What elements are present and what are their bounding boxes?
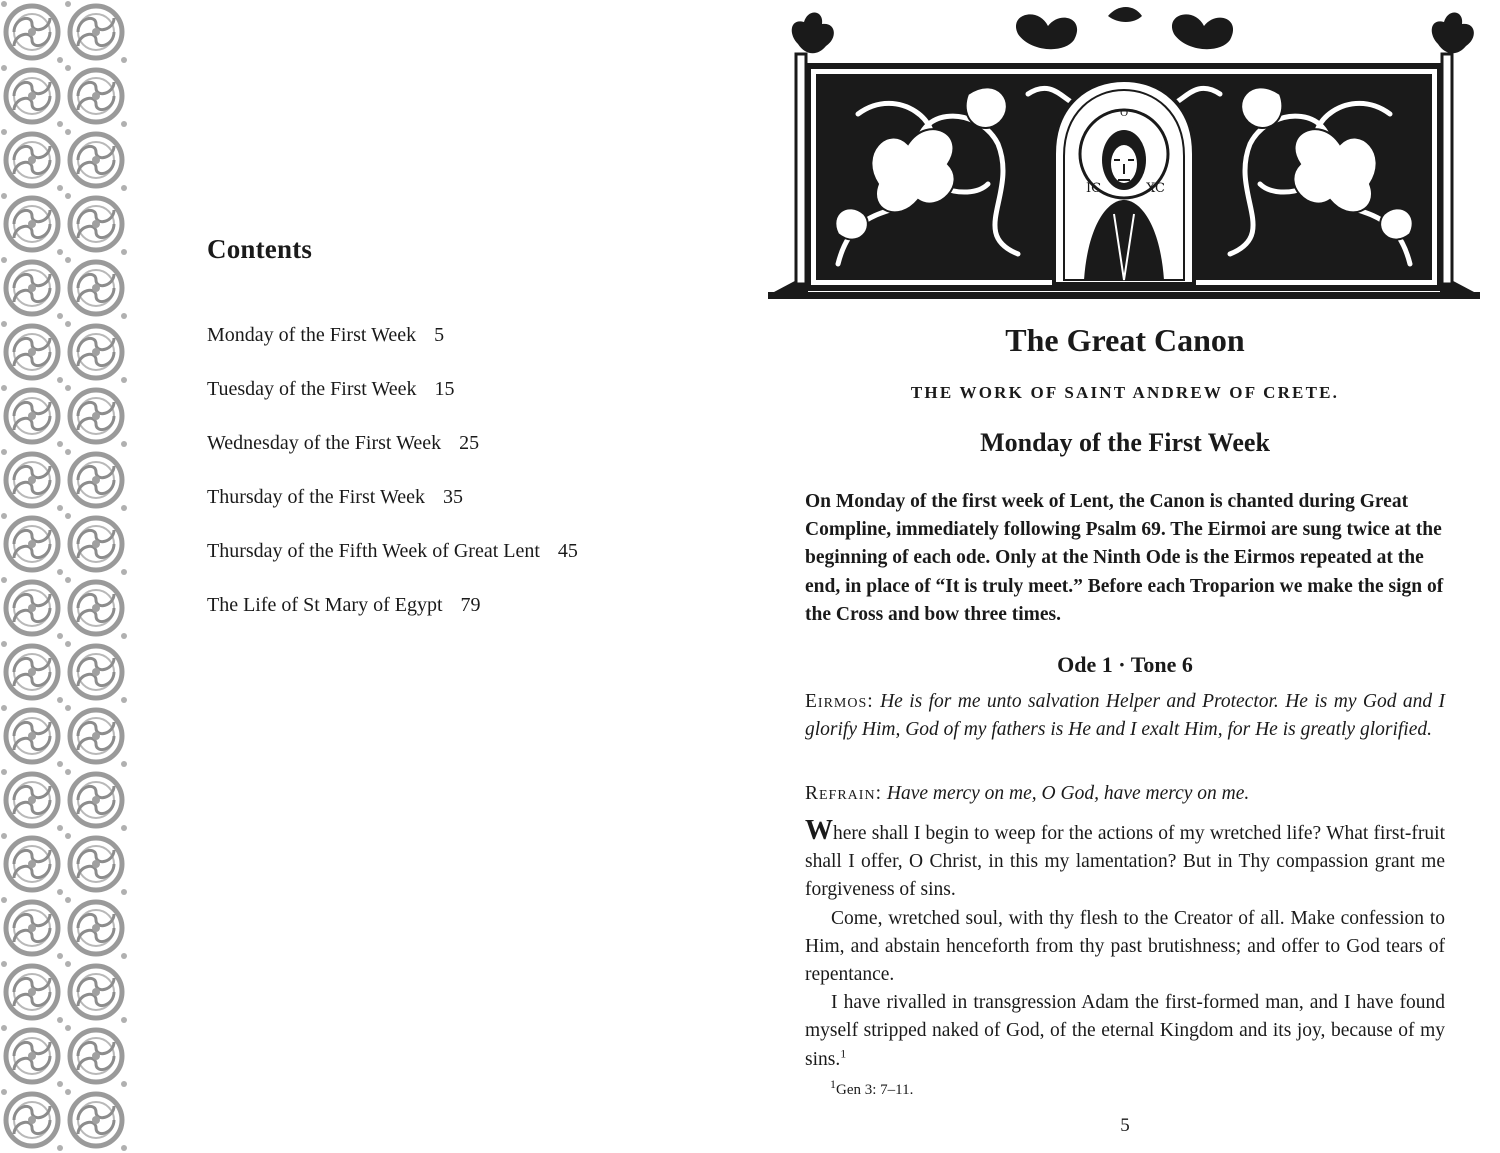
troparia-text bbox=[805, 815, 1445, 1074]
toc-entry-page: 5 bbox=[434, 324, 445, 346]
toc-entry-page: 25 bbox=[459, 432, 480, 454]
medallion-inscription-right: XC bbox=[1146, 181, 1165, 196]
toc-entry-title: Thursday of the Fifth Week of Great Lent bbox=[207, 540, 540, 562]
contents-heading: Contents bbox=[207, 234, 313, 264]
section-title: Monday of the First Week bbox=[980, 428, 1270, 457]
toc-entry-page: 35 bbox=[442, 486, 463, 508]
refrain-text: Have mercy on me, O God, have mercy on me. bbox=[886, 783, 1250, 804]
table-of-contents bbox=[207, 318, 578, 642]
footnote bbox=[830, 1077, 914, 1099]
troparion-2: Come, wretched soul, with thy flesh to the Creator of all. Make confession to Him, and abstain henceforth from thy past brutishness; and offer to God tears of repentance. bbox=[805, 907, 1445, 986]
footnote-reference[interactable]: 1 bbox=[840, 1046, 847, 1061]
refrain-label: Refrain: bbox=[805, 783, 882, 804]
toc-entry-title: Thursday of the First Week bbox=[207, 486, 425, 508]
toc-entry-title: Tuesday of the First Week bbox=[207, 378, 417, 400]
headpiece-icon-illustration bbox=[768, 4, 1480, 304]
toc-entry-title: Wednesday of the First Week bbox=[207, 432, 442, 454]
medallion-inscription-left: IC bbox=[1086, 181, 1102, 196]
refrain-paragraph bbox=[805, 780, 1445, 808]
page-number: 5 bbox=[1120, 1115, 1130, 1136]
troparion-3-text: I have rivalled in transgression Adam the first-formed man, and I have found myself stripped naked of God, of the eternal Kingdom and its joy, because of my sins. bbox=[805, 992, 1445, 1070]
toc-entry[interactable] bbox=[207, 480, 578, 534]
toc-entry-title: The Life of St Mary of Egypt bbox=[207, 594, 443, 616]
footnote-marker: 1 bbox=[830, 1077, 836, 1091]
toc-entry[interactable] bbox=[207, 534, 578, 588]
toc-entry[interactable] bbox=[207, 588, 578, 642]
page-title: The Great Canon bbox=[1005, 322, 1245, 358]
decorative-border-ornament bbox=[0, 0, 128, 1153]
toc-entry-page: 79 bbox=[460, 594, 481, 616]
toc-entry[interactable] bbox=[207, 318, 578, 372]
right-page bbox=[750, 0, 1500, 1153]
toc-entry-page: 15 bbox=[434, 378, 455, 400]
subtitle: THE WORK OF SAINT ANDREW OF CRETE. bbox=[910, 383, 1340, 402]
drop-cap: W bbox=[805, 815, 833, 846]
toc-entry-title: Monday of the First Week bbox=[207, 324, 417, 346]
troparion-3 bbox=[805, 989, 1445, 1074]
medallion-inscription-top: O bbox=[1120, 108, 1129, 119]
ode-heading: Ode 1 · Tone 6 bbox=[1057, 652, 1193, 677]
footnote-text: Gen 3: 7–11. bbox=[836, 1082, 914, 1098]
eirmos-text: He is for me unto salvation Helper and Protector. He is my God and I glorify Him, God of my fathers is He and I exalt Him, for He is greatly glorified. bbox=[805, 691, 1445, 741]
toc-entry[interactable] bbox=[207, 426, 578, 480]
troparion-1 bbox=[805, 815, 1445, 905]
toc-entry[interactable] bbox=[207, 372, 578, 426]
toc-entry-page: 45 bbox=[557, 540, 578, 562]
troparion-1-text: here shall I begin to weep for the actions of my wretched life? What first-fruit shall I offer, O Christ, in this my lamentation? But in Thy compassion grant me forgiveness of sins. bbox=[805, 823, 1445, 901]
eirmos-label: Eirmos: bbox=[805, 691, 874, 712]
eirmos-paragraph bbox=[805, 688, 1445, 744]
rubric-paragraph: On Monday of the first week of Lent, the Canon is chanted during Great Compline, immediately following Psalm 69. The Eirmoi are sung twice at the beginning of each ode. Only at the Ninth Ode is the Eirmos repeated at the end, in place of “It is truly meet.” Before each Troparion we make the sign of the Cross and bow three times. bbox=[805, 491, 1444, 625]
